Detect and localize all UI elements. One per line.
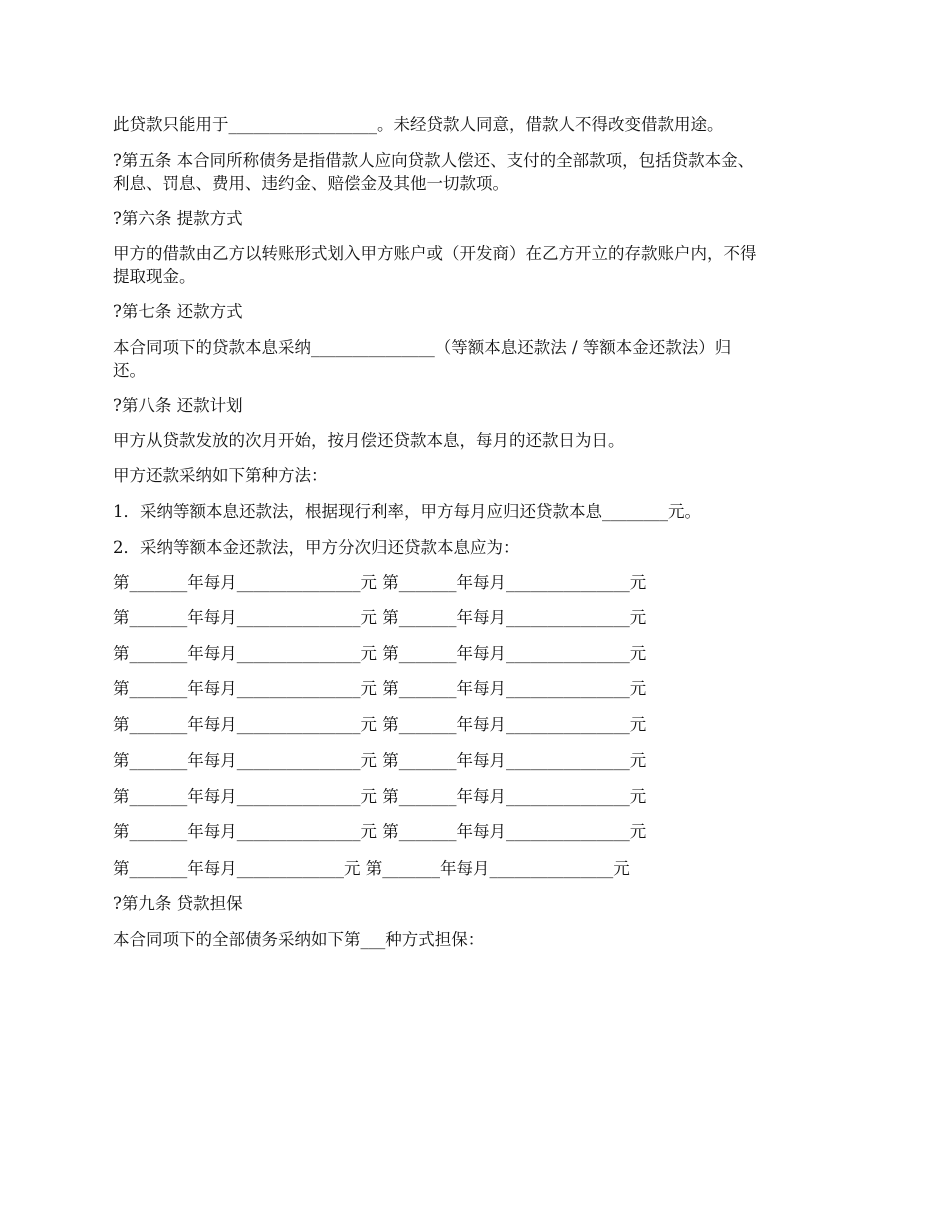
article-8-paragraph-b: 甲方还款采纳如下第种方法： (113, 466, 328, 485)
article-9-heading: ?第九条 贷款担保 (113, 894, 243, 913)
article-6-line-1: 甲方的借款由乙方以转账形式划入甲方账户或（开发商）在乙方开立的存款账户内，不得 (113, 244, 757, 263)
article-8-paragraph-a: 甲方从贷款发放的次月开始，按月偿还贷款本息，每月的还款日为日。 (113, 431, 625, 450)
schedule-row: 第_______年每月_____________元 第_______年每月_______________元 (113, 859, 630, 878)
schedule-row: 第_______年每月_______________元 第_______年每月_______________元 (113, 573, 647, 592)
article-7-line-2: 还。 (113, 361, 146, 380)
schedule-row: 第_______年每月_______________元 第_______年每月_______________元 (113, 751, 647, 770)
article-6-heading: ?第六条 提款方式 (113, 209, 243, 228)
article-8-option-2: 2．采纳等额本金还款法，甲方分次归还贷款本息应为： (113, 538, 520, 557)
schedule-row: 第_______年每月_______________元 第_______年每月_______________元 (113, 822, 647, 841)
article-7-line-1: 本合同项下的贷款本息采纳_______________（等额本息还款法 / 等额本金还款法）归 (113, 338, 732, 357)
article-6-line-2: 提取现金。 (113, 267, 196, 286)
schedule-row: 第_______年每月_______________元 第_______年每月_______________元 (113, 644, 647, 663)
article-5-line-1: ?第五条 本合同所称债务是指借款人应向贷款人偿还、支付的全部款项，包括贷款本金、 (113, 151, 755, 170)
article-5-line-2: 利息、罚息、费用、违约金、赔偿金及其他一切款项。 (113, 174, 509, 193)
schedule-row: 第_______年每月_______________元 第_______年每月_______________元 (113, 679, 647, 698)
article-8-heading: ?第八条 还款计划 (113, 396, 243, 415)
schedule-row: 第_______年每月_______________元 第_______年每月_______________元 (113, 608, 647, 627)
article-7-heading: ?第七条 还款方式 (113, 302, 243, 321)
article-8-option-1: 1．采纳等额本息还款法，根据现行利率，甲方每月应归还贷款本息________元。 (113, 502, 701, 521)
schedule-row: 第_______年每月_______________元 第_______年每月_______________元 (113, 787, 647, 806)
loan-purpose-paragraph: 此贷款只能用于__________________。未经贷款人同意，借款人不得改变借款用途。 (113, 115, 724, 134)
schedule-row: 第_______年每月_______________元 第_______年每月_______________元 (113, 715, 647, 734)
article-9-paragraph: 本合同项下的全部债务采纳如下第___种方式担保： (113, 930, 485, 949)
